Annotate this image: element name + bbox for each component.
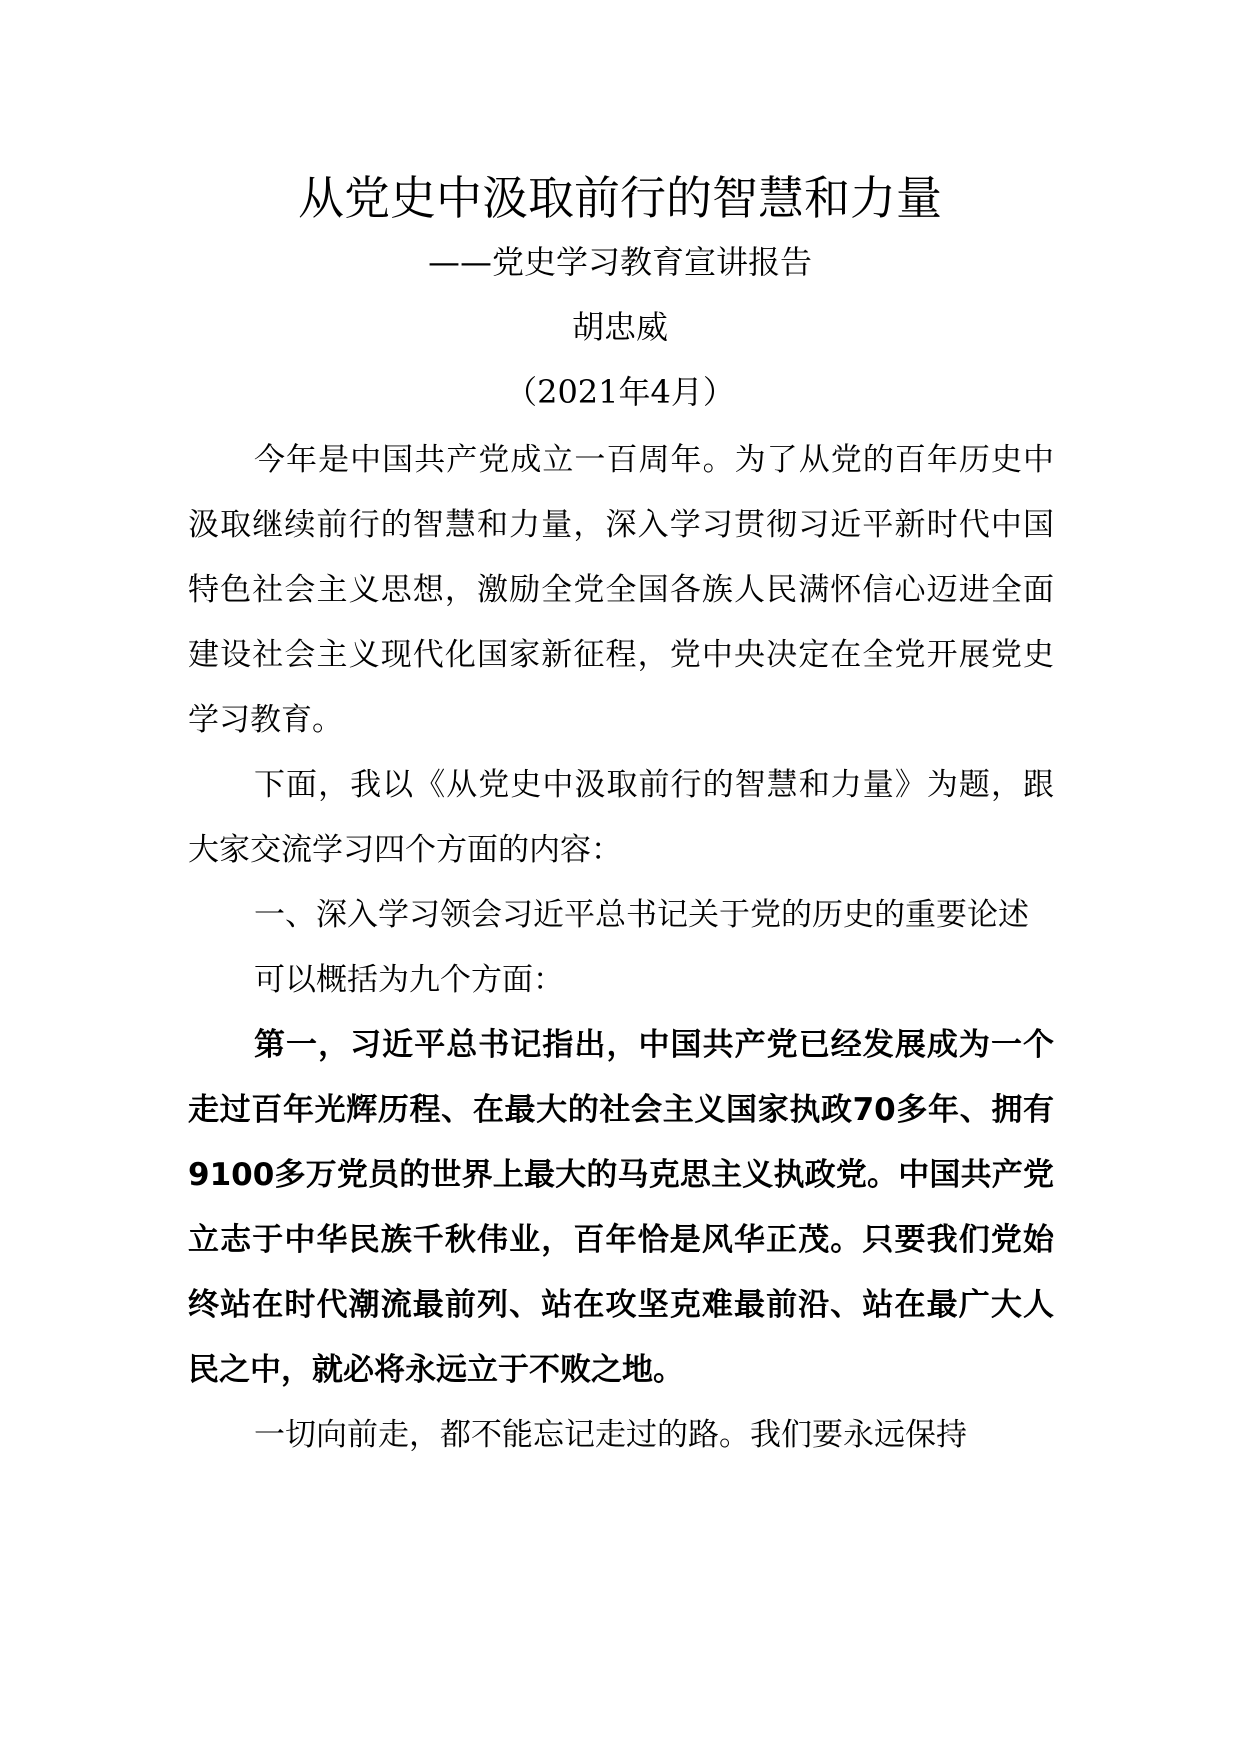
date-year-suffix: 年 bbox=[618, 373, 651, 411]
paragraph-intro: 今年是中国共产党成立一百周年。为了从党的百年历史中汲取继续前行的智慧和力量，深入学习贯彻习近平新时代中国特色社会主义思想，激励全党全国各族人民满怀信心迈进全面建设社会主义现代化国家新征程，党中央决定在全党开展党史学习教育。 bbox=[188, 442, 1054, 738]
paragraph-point-1: 第一，习近平总书记指出，中国共产党已经发展成为一个走过百年光辉历程、在最大的社会主义国家执政70多年、拥有9100多万党员的世界上最大的马克思主义执政党。中国共产党立志于中华民族千秋伟业，百年恰是风华正茂。只要我们党始终站在时代潮流最前列、站在攻坚克难最前沿、站在最广大人民之中，就必将永远立于不败之地。 bbox=[188, 1027, 1054, 1388]
paragraph-summary: 可以概括为九个方面： bbox=[254, 962, 564, 998]
document-date bbox=[0, 370, 1240, 414]
date-year: 2021 bbox=[537, 373, 619, 411]
document-author: 胡忠威 bbox=[571, 308, 668, 346]
date-month-suffix: 月 bbox=[670, 373, 703, 411]
paragraph-continuation: 一切向前走，都不能忘记走过的路。我们要永远保持 bbox=[254, 1417, 967, 1453]
section-heading-1: 一、深入学习领会习近平总书记关于党的历史的重要论述 bbox=[254, 897, 1029, 933]
date-close-paren: ） bbox=[702, 373, 735, 411]
date-open-paren: （ bbox=[505, 373, 538, 411]
document-title: 从党史中汲取前行的智慧和力量 bbox=[298, 171, 942, 225]
date-month: 4 bbox=[650, 373, 671, 411]
document-body bbox=[188, 428, 1054, 1468]
document-subtitle: ——党史学习教育宣讲报告 bbox=[427, 243, 812, 281]
paragraph-topic: 下面，我以《从党史中汲取前行的智慧和力量》为题，跟大家交流学习四个方面的内容： bbox=[188, 767, 1054, 868]
